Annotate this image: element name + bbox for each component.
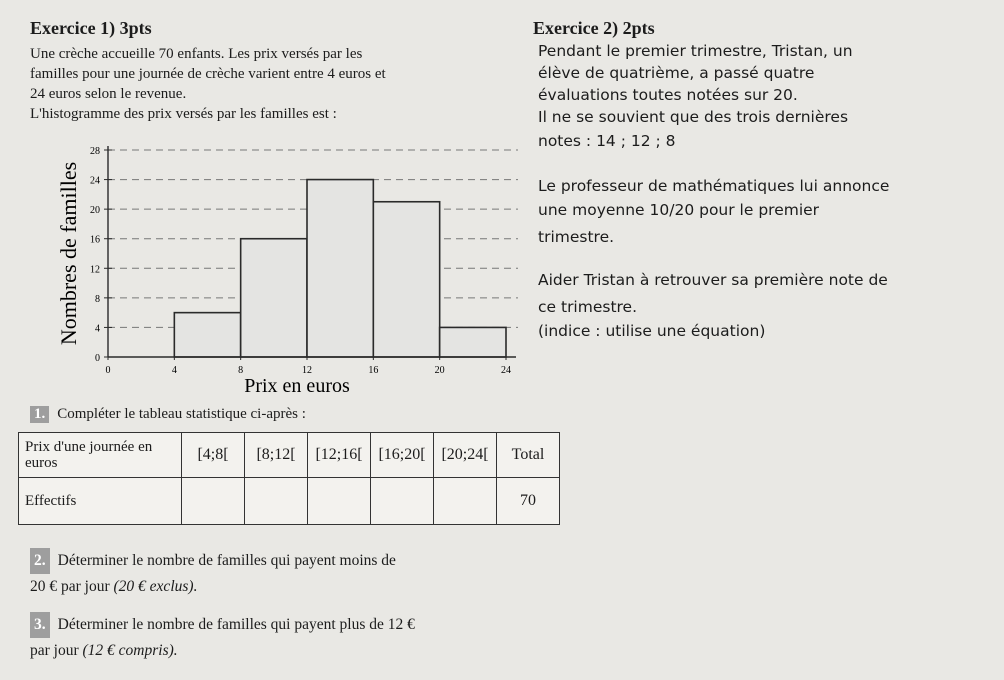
histogram-bar: [174, 313, 240, 357]
table-cell-empty[interactable]: [434, 478, 497, 525]
table-column-header: [8;12[: [245, 433, 308, 478]
exercise-2-line: Aider Tristan à retrouver sa première note de: [538, 271, 888, 289]
table-row: [19, 478, 560, 525]
statement-line: 24 euros selon le revenue.: [30, 86, 187, 102]
table-cell-empty[interactable]: [245, 478, 308, 525]
y-tick-label: 16: [90, 234, 100, 246]
exercise-2-line: trimestre.: [538, 228, 615, 246]
x-tick-label: 16: [368, 365, 379, 376]
table-column-header: [12;16[: [308, 433, 371, 478]
histogram-bar: [307, 180, 373, 357]
y-tick-label: 8: [95, 293, 100, 305]
statement-line: Une crèche accueille 70 enfants. Les prix versés par les: [30, 46, 363, 62]
exercise-1-title: Exercice 1) 3pts: [30, 18, 152, 38]
y-tick-label: 12: [90, 264, 100, 276]
question-text: Déterminer le nombre de familles qui payent plus de 12 €: [57, 616, 415, 633]
table-column-header: [16;20[: [371, 433, 434, 478]
y-tick-label: 28: [90, 146, 100, 157]
exercise-2-line: une moyenne 10/20 pour le premier: [538, 201, 820, 219]
x-tick-label: 8: [238, 365, 244, 376]
y-tick-label: 24: [90, 175, 100, 187]
x-tick-label: 0: [105, 365, 111, 376]
exercise-2-line: élève de quatrième, a passé quatre: [538, 64, 815, 82]
x-tick-label: 20: [434, 365, 445, 376]
exercise-2-line: évaluations toutes notées sur 20.: [538, 86, 798, 104]
exercise-2-line: Le professeur de mathématiques lui annonce: [538, 177, 890, 195]
question-3: [30, 612, 560, 664]
table-row: [19, 433, 560, 478]
table-column-header: Total: [497, 433, 560, 478]
table-cell-empty[interactable]: [182, 478, 245, 525]
histogram-bar: [241, 239, 307, 357]
question-number: 3.: [30, 612, 50, 638]
table-column-header: [4;8[: [182, 433, 245, 478]
y-tick-label: 0: [95, 353, 100, 364]
x-tick-label: 4: [171, 365, 177, 376]
y-tick-label: 4: [95, 323, 100, 335]
question-text: Compléter le tableau statistique ci-après :: [57, 406, 306, 422]
table-column-header: [20;24[: [434, 433, 497, 478]
x-tick-label: 24: [501, 365, 511, 376]
statement-line: L'histogramme des prix versés par les familles est :: [30, 106, 337, 122]
question-text-cont: 20 € par jour: [30, 578, 110, 595]
exercise-2-line: Pendant le premier trimestre, Tristan, un: [538, 42, 853, 60]
table-header-label: Prix d'une journée en euros: [19, 433, 182, 478]
exercise-1-statement: [30, 44, 528, 124]
y-tick-label: 20: [90, 205, 100, 217]
x-tick-label: 12: [302, 365, 312, 376]
table-cell-empty[interactable]: [371, 478, 434, 525]
question-note: (12 € compris).: [82, 642, 178, 659]
exercise-2-title: Exercice 2) 2pts: [533, 18, 655, 38]
table-row-label: Effectifs: [19, 478, 182, 525]
exercise-2-line: Il ne se souvient que des trois dernières: [538, 108, 849, 126]
question-text-cont: par jour: [30, 642, 79, 659]
table-cell-empty[interactable]: [308, 478, 371, 525]
x-axis-label: Prix en euros: [244, 375, 350, 397]
exercise-2-line: (indice : utilise une équation): [538, 322, 766, 340]
statement-line: familles pour une journée de crèche varient entre 4 euros et: [30, 66, 386, 82]
y-axis-label: Nombres de familles: [56, 161, 81, 346]
question-number: 2.: [30, 548, 50, 574]
table-total-value: 70: [497, 478, 560, 525]
question-note: (20 € exclus).: [113, 578, 198, 595]
statistics-table: [18, 432, 560, 525]
question-number: 1.: [30, 406, 49, 423]
histogram-bar: [440, 327, 506, 357]
question-1: [30, 406, 306, 423]
exercise-2-line: ce trimestre.: [538, 298, 638, 316]
question-2: [30, 548, 560, 600]
exercise-2-line: notes : 14 ; 12 ; 8: [538, 132, 676, 150]
histogram-chart: [28, 130, 538, 400]
question-text: Déterminer le nombre de familles qui payent moins de: [57, 552, 396, 569]
histogram-bar: [373, 202, 439, 357]
